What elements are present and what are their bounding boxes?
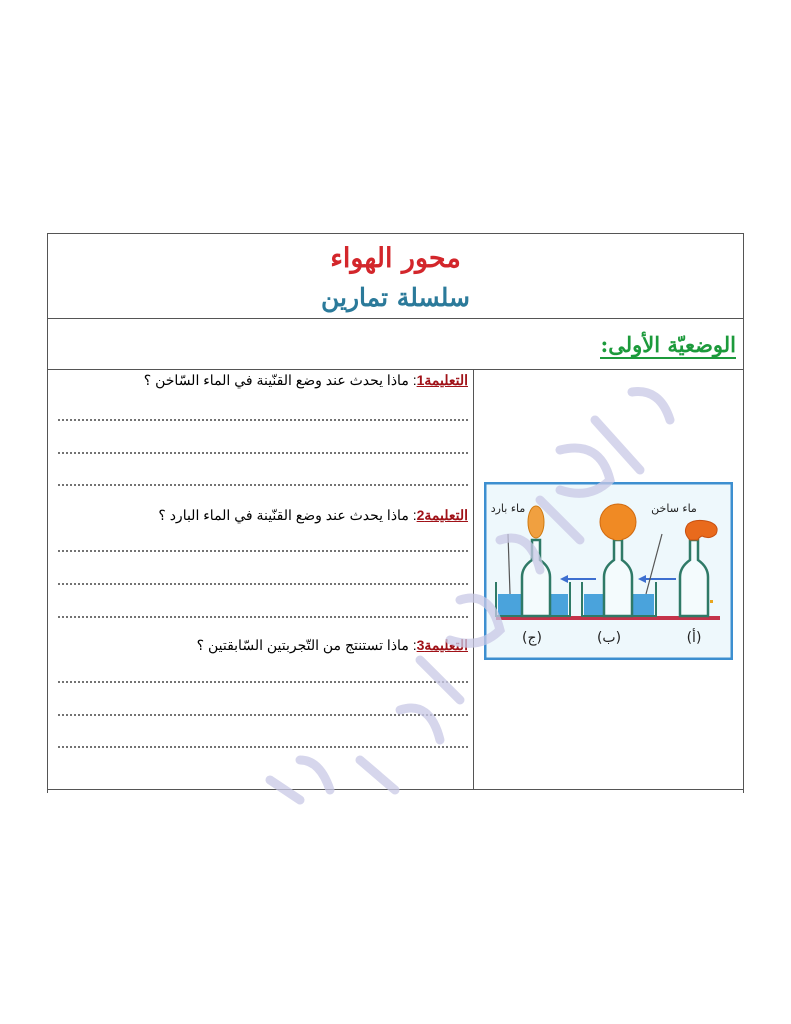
- hot-water-label: ماء ساخن: [651, 502, 697, 515]
- answer-line[interactable]: [57, 681, 469, 683]
- panel-label-a: (أ): [686, 630, 702, 646]
- question-2-label: التعليمة2: [416, 507, 468, 523]
- balloon-elongated: [528, 506, 544, 538]
- question-3-text: : ماذا تستنتج من التّجربتين السّابقتين ؟: [196, 637, 417, 653]
- answer-line[interactable]: [57, 550, 469, 552]
- cold-water-label: ماء بارد: [490, 502, 526, 515]
- answer-line[interactable]: [57, 583, 469, 585]
- panel-label-c: (ج): [522, 630, 542, 646]
- border-right: [743, 233, 744, 793]
- section-label: الوضعيّة الأولى:: [600, 332, 736, 357]
- answer-line[interactable]: [57, 746, 469, 748]
- border-top: [47, 233, 744, 234]
- question-1: [144, 372, 468, 389]
- question-1-text: : ماذا يحدث عند وضع القنّينة في الماء السّاخن ؟: [143, 372, 417, 388]
- divider-header: [47, 318, 744, 319]
- page-subtitle: سلسلة تمارين: [321, 283, 470, 312]
- answer-line[interactable]: [57, 452, 469, 454]
- answer-line[interactable]: [57, 484, 469, 486]
- experiment-figure: [484, 482, 733, 660]
- question-2-text: : ماذا يحدث عند وضع القنّينة في الماء البارد ؟: [158, 507, 417, 523]
- question-3-label: التعليمة3: [416, 637, 468, 653]
- question-2: [158, 507, 468, 524]
- divider-section: [47, 369, 744, 370]
- panel-label-b: (ب): [596, 630, 622, 646]
- answer-line[interactable]: [57, 419, 469, 421]
- border-bottom: [47, 789, 744, 790]
- answer-line[interactable]: [57, 714, 469, 716]
- balloon-inflated: [600, 504, 636, 540]
- divider-column: [473, 369, 474, 790]
- question-1-label: التعليمة1: [416, 372, 468, 388]
- border-left: [47, 233, 48, 793]
- page-title: محور الهواء: [330, 243, 461, 274]
- question-3: [197, 637, 468, 654]
- answer-line[interactable]: [57, 616, 469, 618]
- worksheet: [47, 233, 744, 793]
